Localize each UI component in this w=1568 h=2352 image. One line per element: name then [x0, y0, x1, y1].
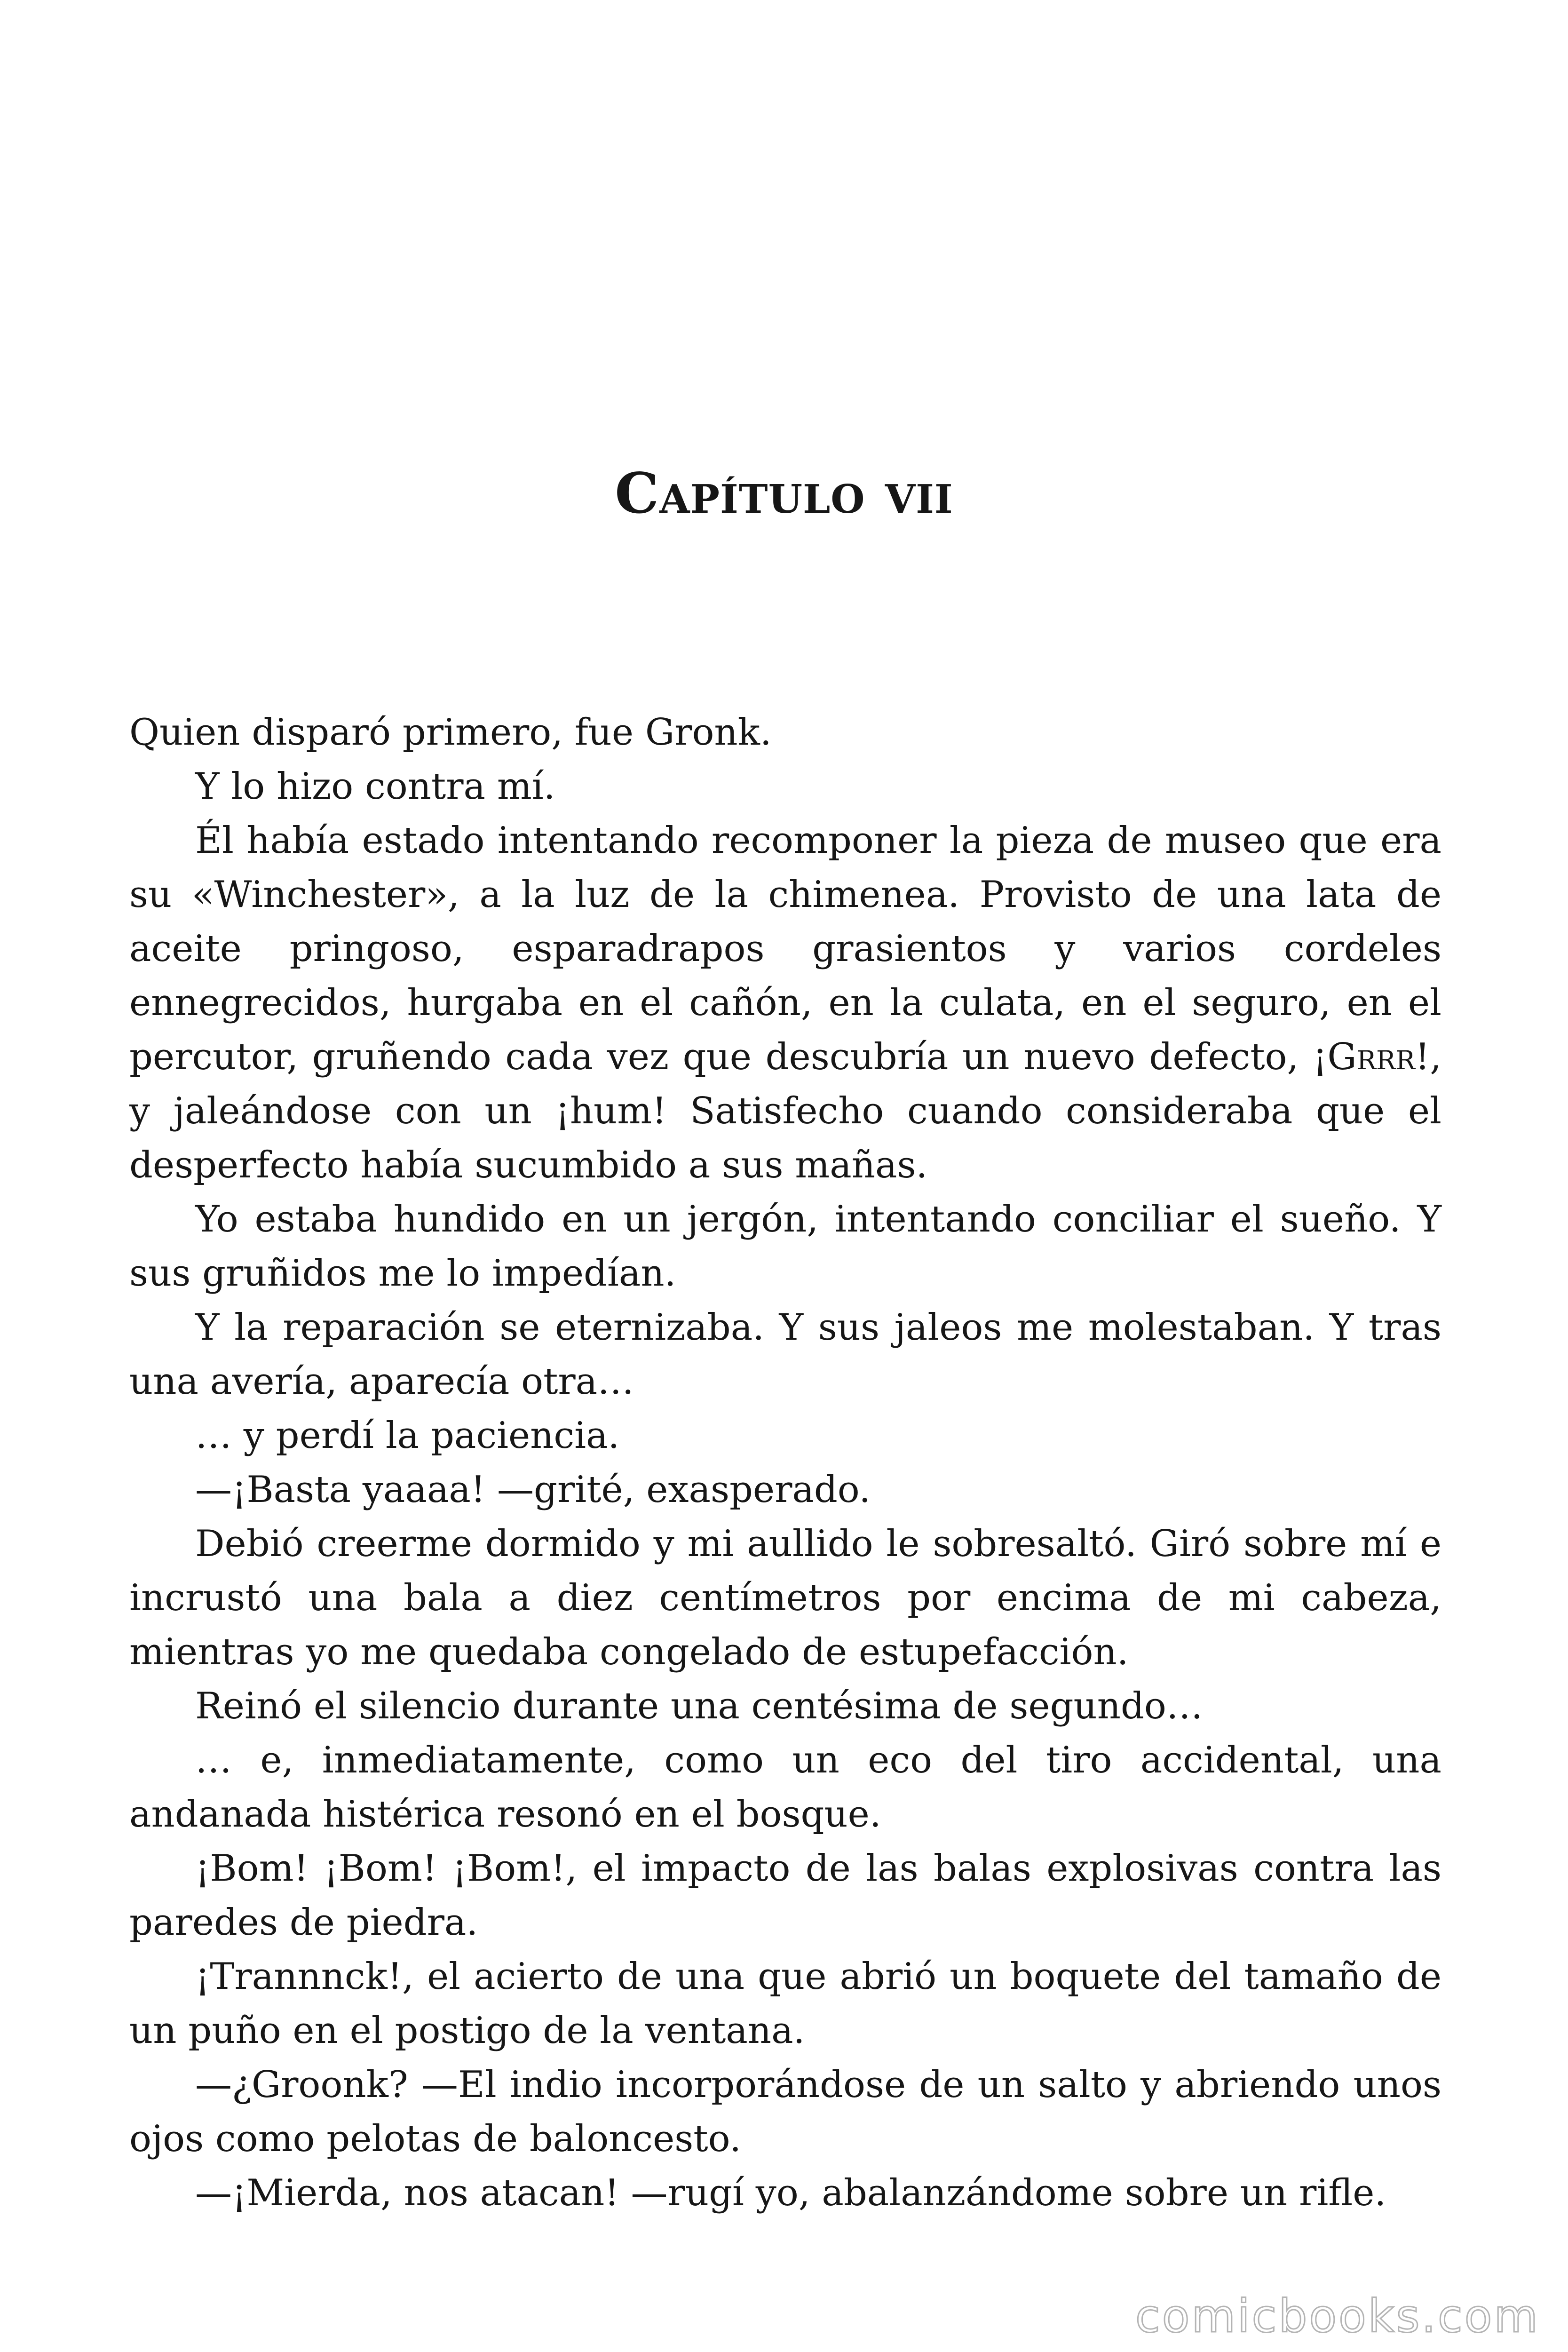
- chapter-title-rest: apítulo vii: [659, 461, 953, 526]
- paragraph: ¡Trannnck!, el acierto de una que abrió un boquete del tamaño de un puño en el postigo de la ventana.: [129, 1955, 1441, 2052]
- paragraph: —¡Mierda, nos atacan! —rugí yo, abalanzándome sobre un rifle.: [195, 2172, 1386, 2214]
- paragraph-text: !, y jaleándose con un ¡hum! Satisfecho cuando consideraba que el desperfecto había sucumbido a sus mañas.: [129, 1036, 1441, 1186]
- paragraph-smallcaps-word: Grrr: [1327, 1036, 1415, 1078]
- paragraph: Quien disparó primero, fue Gronk.: [129, 711, 772, 754]
- paragraph: Y la reparación se eternizaba. Y sus jaleos me molestaban. Y tras una avería, aparecía otra…: [129, 1306, 1441, 1403]
- paragraph: [129, 814, 1441, 1192]
- watermark: comicbooks.com: [1135, 2290, 1540, 2343]
- body-text: [129, 706, 1441, 2220]
- paragraph: Y lo hizo contra mí.: [195, 765, 555, 808]
- chapter-title-lead: C: [615, 461, 660, 526]
- paragraph: … y perdí la paciencia.: [195, 1414, 620, 1457]
- paragraph: —¡Basta yaaaa! —grité, exasperado.: [195, 1469, 871, 1511]
- paragraph: Debió creerme dormido y mi aullido le sobresaltó. Giró sobre mí e incrustó una bala a diez centímetros por encima de mi cabeza, mientras yo me quedaba congelado de estupefacción.: [129, 1523, 1441, 1673]
- paragraph: —¿Groonk? —El indio incorporándose de un salto y abriendo unos ojos como pelotas de baloncesto.: [129, 2064, 1441, 2160]
- chapter-title: [0, 460, 1568, 527]
- paragraph: Reinó el silencio durante una centésima de segundo…: [195, 1685, 1203, 1727]
- paragraph: Yo estaba hundido en un jergón, intentando conciliar el sueño. Y sus gruñidos me lo impedían.: [129, 1198, 1441, 1295]
- paragraph: … e, inmediatamente, como un eco del tiro accidental, una andanada histérica resonó en el bosque.: [129, 1739, 1441, 1836]
- paragraph: ¡Bom! ¡Bom! ¡Bom!, el impacto de las balas explosivas contra las paredes de piedra.: [129, 1847, 1441, 1944]
- paragraph-text: Él había estado intentando recomponer la pieza de museo que era su «Winchester», a la luz de la chimenea. Provisto de una lata de aceite pringoso, esparadrapos grasientos y varios cordeles ennegrecidos, hurgaba en el cañón, en la culata, en el seguro, en el percutor, gruñendo cada vez que descubría un nuevo defecto, ¡: [129, 819, 1441, 1078]
